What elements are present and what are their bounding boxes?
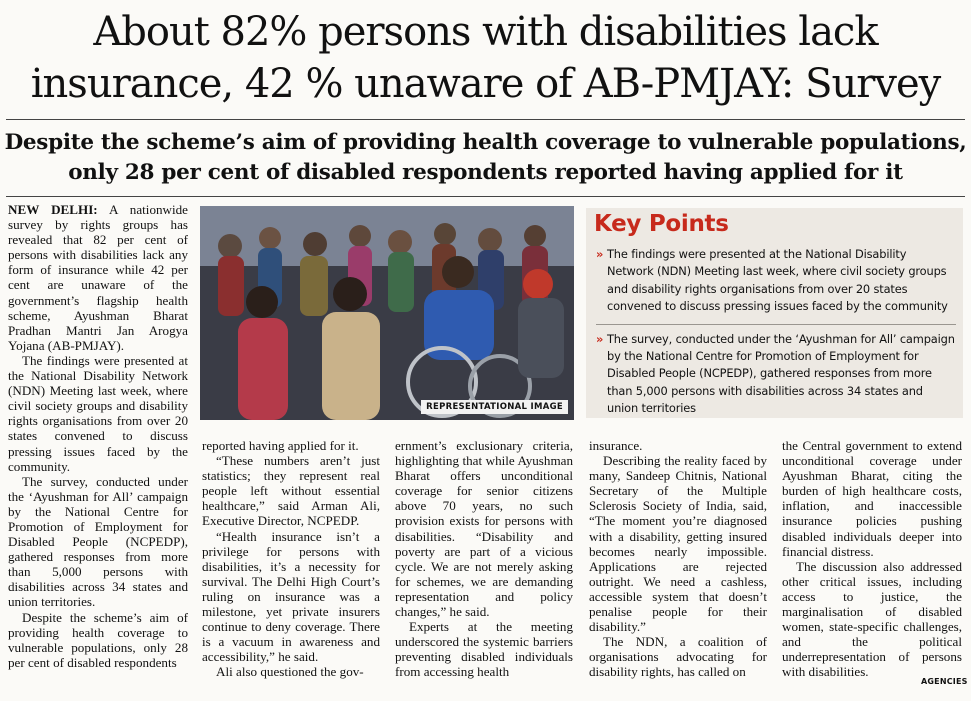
key-point-item [596, 246, 956, 316]
article-paragraph: Despite the scheme’s aim of providing health coverage to vulnerable populations, only 28 per cent of disabled respondents [8, 609, 188, 670]
key-points-list [596, 246, 956, 418]
article-paragraph: ernment’s exclusionary criteria, highlighting that while Ayushman Bharat offers unconditional coverage for senior citizens above 70 years, no such provision exists for persons with disabilities. “Disability and poverty are part of a vicious cycle. We are not merely asking for schemes, we are demanding representation and policy changes,” he said. [395, 438, 573, 620]
article-paragraph: reported having applied for it. [202, 438, 359, 453]
article-paragraph: insurance. [589, 438, 643, 453]
representational-photo [200, 206, 574, 420]
article-paragraph: The survey, conducted under the ‘Ayushman for All’ campaign by the National Centre for Promotion of Employment for Disabled People (NCPEDP), gathered responses from more than 5,000 persons with disabilities across 34 states and union territories. [8, 473, 188, 610]
key-points-box [586, 208, 963, 418]
key-point-item [596, 324, 956, 418]
headline-line-1: About 82% persons with disabilities lack [93, 9, 878, 55]
crowd-illustration [200, 206, 574, 420]
headline [0, 6, 971, 110]
photo-caption: REPRESENTATIONAL IMAGE [421, 400, 568, 414]
article-paragraph [8, 202, 188, 353]
article-paragraph: Ali also questioned the gov- [216, 664, 364, 680]
article-column-2 [202, 438, 380, 680]
subheadline [0, 128, 971, 188]
dateline: NEW DELHI: [8, 202, 98, 217]
subheadline-rule [6, 196, 965, 197]
key-point-text: The survey, conducted under the ‘Ayushman for All’ campaign by the National Centre for Promotion of Employment for Disabled People (NCPEDP), gathered responses from more than 5,000 persons with disabilities across 34 states and union territories [607, 331, 955, 416]
subheadline-line-2: only 28 per cent of disabled respondents reported having applied for it [68, 160, 903, 185]
article-paragraph: Experts at the meeting underscored the systemic barriers preventing disabled individuals from accessing health [395, 619, 573, 680]
subheadline-line-1: Despite the scheme’s aim of providing health coverage to vulnerable populations, [4, 130, 967, 155]
chevron-bullet-icon: » [596, 247, 604, 261]
article-paragraph: the Central government to extend unconditional coverage under Ayushman Bharat, citing the burden of high healthcare costs, inflation, and inaccessible insurance policies pushing disabled individuals deeper into financial distress. [782, 438, 962, 559]
article-paragraph: “Health insurance isn’t a privilege for persons with disabilities, it’s a necessity for survival. The Delhi High Court’s ruling on insurance was a milestone, yet private insurers continue to deny coverage. There is a vacuum in awareness and accessibility,” he said. [202, 528, 380, 665]
chevron-bullet-icon: » [596, 331, 604, 346]
article-column-4 [589, 438, 767, 680]
article-column-1 [8, 202, 188, 670]
article-paragraph: Describing the reality faced by many, Sandeep Chitnis, National Secretary of the Multiple Sclerosis Society of India, said, “The moment you’re diagnosed with a disability, getting insured becomes nearly impossible. Applications are rejected outright. We need a cashless, accessible system that doesn’t penalise people for their disability.” [589, 453, 767, 635]
article-column-5 [782, 438, 962, 680]
article-paragraph: The findings were presented at the National Disability Network (NDN) Meeting last week, where civil society groups and disability rights organisations from over 20 states convened to discuss pressing issues faced by the community. [8, 352, 188, 474]
key-point-text: The findings were presented at the National Disability Network (NDN) Meeting last week, where civil society groups and disability rights organisations from over 20 states convened to discuss pressing issues faced by the community [607, 247, 948, 314]
article-paragraph: The discussion also addressed other critical issues, including access to justice, the marginalisation of disabled women, state-specific challenges, and the political underrepresentation of persons with disabilities. [782, 558, 962, 680]
source-credit: AGENCIES [921, 677, 968, 686]
article-paragraph: The NDN, a coalition of organisations advocating for disability rights, has called on [589, 634, 767, 680]
headline-rule [6, 119, 965, 120]
article-paragraph: “These numbers aren’t just statistics; they represent real people left without essential healthcare,” said Arman Ali, Executive Director, NCPEDP. [202, 453, 380, 529]
key-points-title: Key Points [594, 211, 729, 237]
paragraph-text: A nationwide survey by rights groups has revealed that 82 per cent of persons with disabilities lack any form of insurance while 42 per cent are unaware of the government’s flagship health scheme, Ayushman Bharat Pradhan Mantri Jan Arogya Yojana (AB-PMJAY). [8, 202, 188, 353]
headline-line-2: insurance, 42 % unaware of AB-PMJAY: Survey [30, 61, 941, 107]
article-column-3 [395, 438, 573, 680]
